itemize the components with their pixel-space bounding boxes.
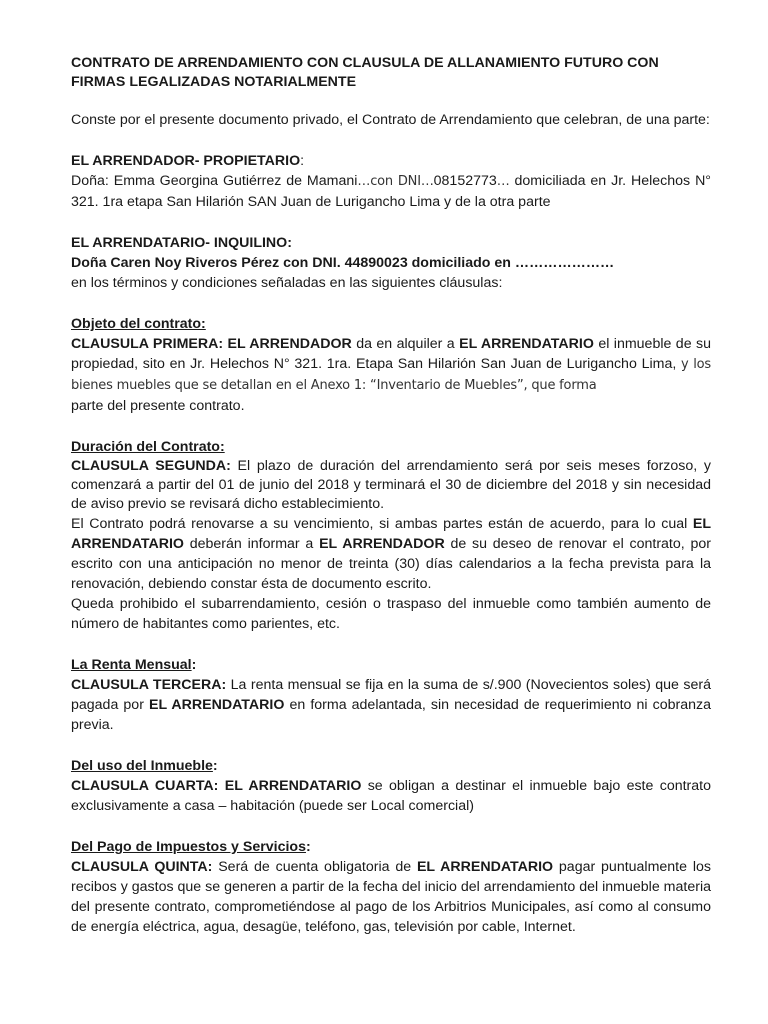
arrendador-heading: EL ARRENDADOR- PROPIETARIO:: [71, 153, 305, 169]
arrendador-details: Doña: Emma Georgina Gutiérrez de Mamani…con DNI…08152773… domiciliada en Jr. Helechos N° 321. 1ra etapa San Hilarión SAN Juan de Lurigancho Lima y de la otra parte: [71, 173, 711, 210]
renta-heading: La Renta Mensual:: [71, 657, 197, 673]
uso-heading: Del uso del Inmueble:: [71, 758, 218, 774]
arrendador-section: [71, 151, 711, 212]
arrendatario-details: Doña Caren Noy Riveros Pérez con DNI. 44890023 domiciliado en …………………: [71, 255, 615, 271]
pago-section: [71, 837, 711, 937]
renovacion-paragraph: El Contrato podrá renovarse a su vencimiento, si ambas partes están de acuerdo, para lo cual EL ARRENDATARIO deberán informar a EL ARRENDADOR de su deseo de renovar el contrato, por escrito con una anticipación no menor de treinta (30) días calendarios a la fecha prevista para la renovación, debiendo constar ésta de documento escrito.: [71, 516, 711, 592]
pago-heading: Del Pago de Impuestos y Servicios:: [71, 839, 311, 855]
renta-section: [71, 655, 711, 735]
clausula-tercera: CLAUSULA TERCERA: La renta mensual se fija en la suma de s/.900 (Novecientos soles) que será pagada por EL ARRENDATARIO en forma adelantada, sin necesidad de requerimiento ni cobranza previa.: [71, 677, 711, 733]
clausula-segunda: CLAUSULA SEGUNDA: El plazo de duración del arrendamiento será por seis meses forzoso, y comenzará a partir del 01 de junio del 2018 y terminará el 30 de diciembre del 2018 y sin necesidad de aviso previo se revisará dicho establecimiento.: [71, 458, 711, 512]
arrendatario-terms: en los términos y condiciones señaladas en las siguientes cláusulas:: [71, 275, 503, 291]
document-page: [71, 54, 711, 937]
clausula-primera-end: parte del presente contrato.: [71, 398, 245, 414]
objeto-section: [71, 314, 711, 416]
document-title: CONTRATO DE ARRENDAMIENTO CON CLAUSULA DE ALLANAMIENTO FUTURO CON FIRMAS LEGALIZADAS NOTARIALMENTE: [71, 55, 659, 90]
arrendatario-section: [71, 233, 711, 293]
intro-paragraph: Conste por el presente documento privado, el Contrato de Arrendamiento que celebran, de una parte:: [71, 112, 710, 128]
duracion-heading: Duración del Contrato:: [71, 439, 225, 455]
objeto-heading: Objeto del contrato:: [71, 316, 206, 332]
prohibicion-paragraph: Queda prohibido el subarrendamiento, cesión o traspaso del inmueble como también aumento de número de habitantes como parientes, etc.: [71, 596, 711, 632]
uso-section: [71, 756, 711, 816]
clausula-primera: CLAUSULA PRIMERA: EL ARRENDADOR da en alquiler a EL ARRENDATARIO el inmueble de su propiedad, sito en Jr. Helechos N° 321. 1ra. Etapa San Hilarión San Juan de Lurigancho Lima, y los bienes muebles que se detallan en el Anexo 1: “Inventario de Muebles”, que forma: [71, 336, 712, 393]
clausula-quinta: CLAUSULA QUINTA: Será de cuenta obligatoria de EL ARRENDATARIO pagar puntualmente los recibos y gastos que se generen a partir de la fecha del inicio del arrendamiento del inmueble materia del presente contrato, comprometiéndose al pago de los Arbitrios Municipales, así como al consumo de energía eléctrica, agua, desagüe, teléfono, gas, televisión por cable, Internet.: [71, 859, 711, 935]
duracion-section: [71, 437, 711, 634]
arrendatario-heading: EL ARRENDATARIO- INQUILINO:: [71, 235, 292, 251]
clausula-cuarta: CLAUSULA CUARTA: EL ARRENDATARIO se obligan a destinar el inmueble bajo este contrato exclusivamente a casa – habitación (puede ser Local comercial): [71, 778, 711, 814]
